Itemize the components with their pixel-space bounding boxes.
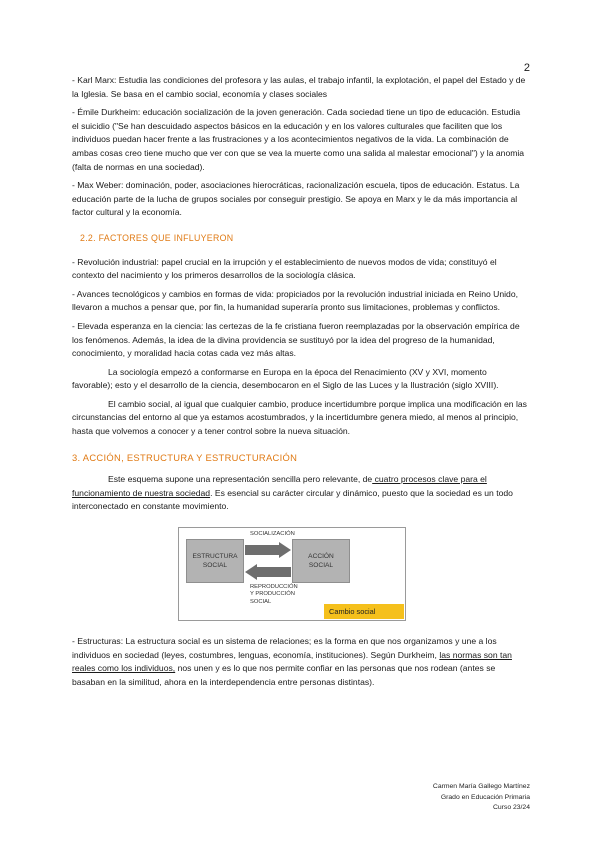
footer-author: Carmen María Gallego Martínez <box>432 783 530 790</box>
paragraph-cambio-social: El cambio social, al igual que cualquier cambio, produce incertidumbre porque implica una modificación en las circunstancias del entorno al que ya estamos acostumbrados, y la incertidumbre genera miedo, al menos al principio, hasta que volvemos a conocer y a tener control sobre la nueva situación. <box>72 398 527 437</box>
paragraph-marx: - Karl Marx: Estudia las condiciones del profesora y las aulas, el trabajo infantil, la explotación, el papel del Estado y de la Iglesia. Se basa en el cambio social, economía y clases sociales <box>72 75 526 99</box>
paragraph-durkheim: - Émile Durkheim: educación socialización de la joven generación. Cada sociedad tiene un tipo de educación. Estudia el suicidio ("Se han descuidado aspectos básicos en la educación y en los valores culturales que faciliten que los individuos puedan hacer frente a las frustraciones y a los acontecimientos negativos de la vida. La combinación de ambas cosas creo tiene mucho que ver con que se vea la muerte como una salida al malestar emocional") y la anomia (falta de normas en una sociedad). <box>72 107 525 172</box>
page-footer <box>433 782 530 814</box>
estructura-social-box <box>186 539 244 583</box>
social-change-diagram <box>178 527 406 621</box>
esquema-text-a: Este esquema supone una representación sencilla pero relevante, de <box>108 474 373 485</box>
footer-degree: Grado en Educación Primaria <box>440 793 530 801</box>
esquema-text-b: . Es esencial su carácter circular y dinámico, puesto que la sociedad es un todo interconectado en constante movimiento. <box>72 487 513 512</box>
esquema-underlined: cuatro procesos clave para el funcionamiento de nuestra sociedad <box>72 474 487 498</box>
paragraph-esperanza-ciencia: - Elevada esperanza en la ciencia: las certezas de la fe cristiana fueron reemplazadas por la observación empírica de los fenómenos. Además, la idea de la divina providencia se sustituyó por la idea del progreso de la humanidad, conocimiento, y moralidad hacia cotas cada vez más altas. <box>72 320 520 359</box>
reproduccion-label: REPRODUCCIÓN Y PRODUCCIÓN SOCIAL <box>250 584 298 605</box>
section-heading-2-2: 2.2. FACTORES QUE INFLUYERON <box>80 232 234 243</box>
paragraph-renacimiento: La sociología empezó a conformarse en Europa en la época del Renacimiento (XV y XVI, momento favorable); esto y el desarrollo de la ciencia, desembocaron en el Siglo de las Luces y la Ilustración (siglo XVIII). <box>72 366 499 391</box>
paragraph-revolucion-industrial: - Revolución industrial: papel crucial en la irrupción y el establecimiento de nuevos modos de vida; constituyó el contexto del nacimiento y los primeros desarrollos de la sociología clásica. <box>72 256 497 281</box>
page-number: 2 <box>523 62 530 74</box>
accion-social-box <box>292 539 350 583</box>
accion-social-label: ACCIÓN SOCIAL <box>308 553 334 570</box>
right-arrow-icon <box>245 542 291 558</box>
section-heading-3: 3. ACCIÓN, ESTRUCTURA Y ESTRUCTURACIÓN <box>72 451 298 463</box>
page-content <box>72 74 528 694</box>
diagram-caption: Cambio social <box>324 604 404 619</box>
paragraph-avances-tecnologicos: - Avances tecnológicos y cambios en formas de vida: propiciados por la revolución industrial iniciada en Reino Unido, llevaron a muchos a pensar que, por fin, la humanidad superaría pronto sus limitaciones, problemas y conflictos. <box>72 288 519 313</box>
footer-course: Curso 23/24 <box>492 804 530 811</box>
paragraph-esquema <box>72 473 528 514</box>
estructuras-underlined: las normas son tan reales como los individuos, <box>72 649 512 674</box>
socializacion-label: SOCIALIZACIÓN <box>250 531 295 538</box>
estructura-social-label: ESTRUCTURA SOCIAL <box>192 553 238 570</box>
left-arrow-icon <box>245 564 291 580</box>
estructuras-text-a: - Estructuras: La estructura social es un sistema de relaciones; es la forma en que nos organizamos y une a los individuos en sociedad (leyes, costumbres, lenguas, economía, instituciones). Según Durkheim, <box>72 636 497 660</box>
estructuras-text-b: nos unen y es lo que nos permite confiar en las personas que nos rodean (antes se basaban en la similitud, ahora en la interdependencia entre personas distintas). <box>72 663 496 687</box>
paragraph-estructuras <box>72 635 528 689</box>
paragraph-weber: - Max Weber: dominación, poder, asociaciones hierocráticas, racionalización escuela, tipos de educación. Estatus. La educación parte de la lucha de grupos sociales por conseguir prestigio. Se apoya en Marx y le da más importancia al factor cultural y la economía. <box>72 180 520 218</box>
